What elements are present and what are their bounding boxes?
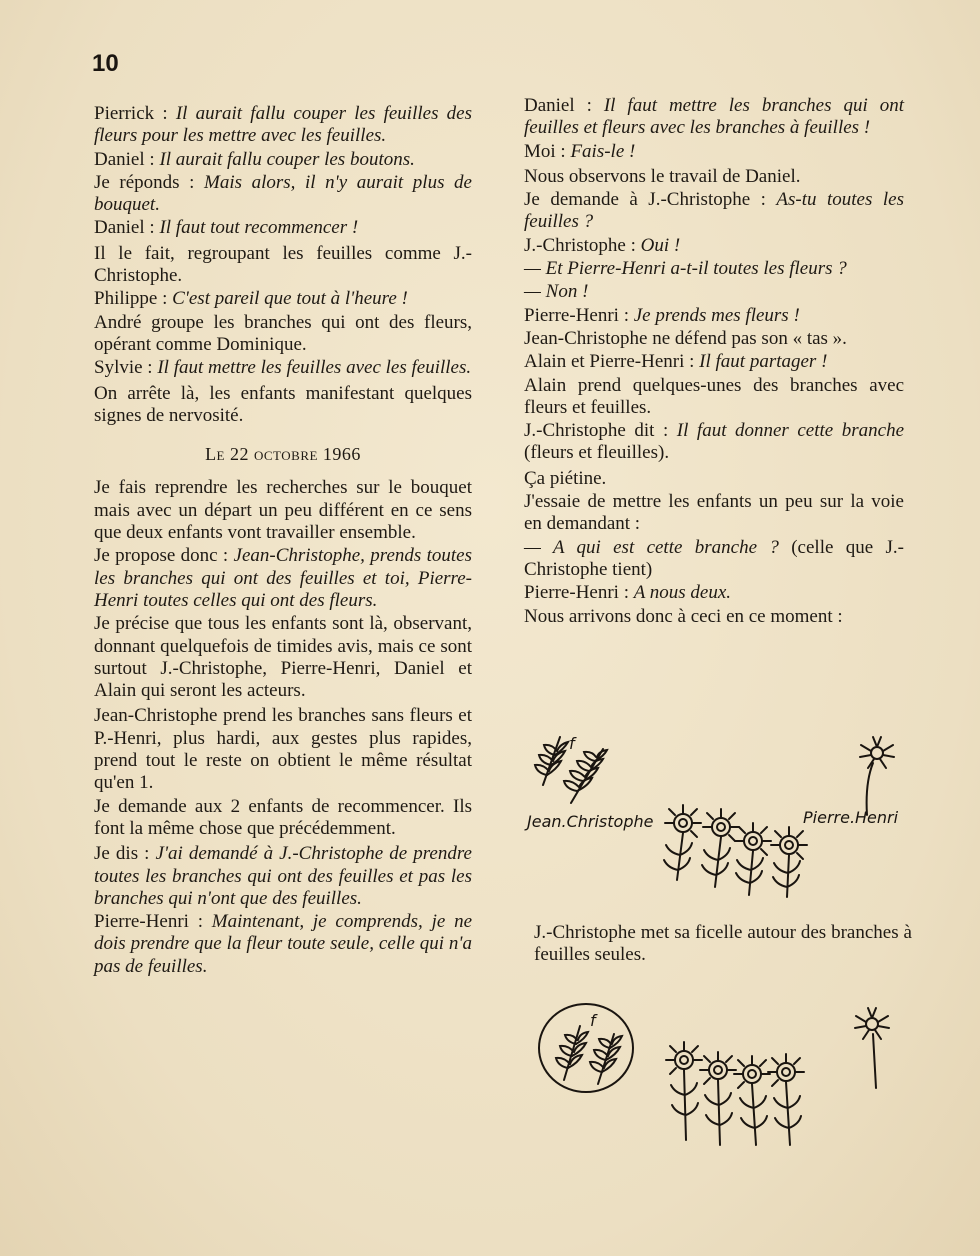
narrative-paragraph: Ça piétine. [524, 467, 607, 489]
dialogue-text: Il faut tout recommencer ! [159, 217, 359, 239]
flower-icon [860, 737, 894, 815]
leaf-branch-icon [535, 737, 568, 785]
dialogue-text: Je prends mes fleurs ! [633, 304, 800, 326]
dialogue-line [524, 95, 904, 140]
speaker-label: Pierrick : [94, 103, 176, 124]
dialogue-text: — A qui est cette branche ? [524, 536, 779, 558]
dialogue-text: A nous deux. [633, 582, 732, 604]
narrative-paragraph: André groupe les branches qui ont des fleurs, opérant comme Dominique. [94, 311, 472, 355]
dialogue-line [524, 420, 904, 465]
dialogue-line [94, 545, 472, 612]
dialogue-tail: (fleurs et fleuilles). [524, 442, 670, 464]
dialogue-text: Il faut donner cette branche [676, 420, 904, 442]
narrative-paragraph: On arrête là, les enfants manifestant quelques signes de nervosité. [94, 382, 472, 426]
speaker-label: Je dis : [94, 843, 156, 865]
drawing-caption [534, 922, 912, 967]
dialogue-tail: (celle que J.-Christophe tient) [524, 536, 904, 580]
narrative-paragraph: Alain prend quelques-unes des branches avec fleurs et feuilles. [524, 374, 904, 418]
dialogue-line: — Et Pierre-Henri a-t-il toutes les fleurs ? [524, 258, 847, 280]
narrative-paragraph: Nous arrivons donc à ceci en ce moment : [524, 605, 843, 627]
dialogue-text: Il aurait fallu couper les boutons. [159, 148, 415, 170]
dialogue-line [524, 351, 904, 373]
flower-icon [700, 1052, 736, 1145]
flower-icon [771, 827, 807, 897]
drawing-label-left: Jean.Christophe [527, 812, 654, 831]
narrative-paragraph: Je fais reprendre les recherches sur le bouquet mais avec un départ un peu différent en ce sens que deux enfants vont travailler ensemble. [94, 477, 472, 544]
dialogue-line [524, 235, 904, 257]
speaker-label: Pierre-Henri : [524, 304, 634, 326]
caption-text: J.-Christophe met sa ficelle autour des branches à feuilles seules. [534, 922, 912, 966]
bouquet-drawing-2 [536, 1000, 906, 1155]
dialogue-line [94, 843, 472, 910]
speaker-label: Alain et Pierre-Henri : [524, 351, 700, 373]
left-column [94, 103, 472, 979]
speaker-label: J.-Christophe dit : [524, 420, 677, 442]
speaker-label: Moi : [524, 140, 571, 162]
speaker-label: Je réponds : [94, 171, 205, 193]
narrative-paragraph: Je précise que tous les enfants sont là, observant, donnant quelquefois de timides avis, mais ce sont surtout J.-Christophe, Pierre-Henri, Daniel et Alain qui seront les acteurs. [94, 613, 472, 702]
dialogue-line [94, 357, 472, 379]
flower-icon [664, 805, 701, 880]
dialogue-text: Il faut mettre les branches qui ont feuilles et fleurs avec les branches à feuilles ! [524, 95, 904, 139]
leaf-branch-icon [564, 749, 607, 803]
dialogue-line [94, 911, 472, 978]
dialogue-text: As-tu toutes les feuilles ? [524, 189, 904, 233]
dialogue-line [524, 582, 904, 604]
dialogue-line [524, 189, 904, 234]
speaker-label: Sylvie : [94, 357, 158, 379]
dialogue-text: Il faut mettre les feuilles avec les feuilles. [157, 357, 472, 379]
page-number: 10 [92, 50, 119, 77]
dialogue-line: — Non ! [524, 281, 589, 303]
dialogue-text: Maintenant, je comprends, je ne dois prendre que la fleur toute seule, celle qui n'a pas de feuilles. [94, 911, 472, 977]
narrative-paragraph: Je demande aux 2 enfants de recommencer. Ils font la même chose que précédemment. [94, 795, 472, 839]
speaker-label: Daniel : [524, 95, 604, 116]
dialogue-line [94, 288, 472, 310]
speaker-label: Je demande à J.-Christophe : [524, 189, 777, 211]
dialogue-line [524, 305, 904, 327]
dialogue-text: C'est pareil que tout à l'heure ! [172, 288, 408, 310]
speaker-label: Je propose donc : [94, 545, 234, 567]
flower-icon [666, 1042, 702, 1140]
dialogue-text: Mais alors, il n'y aurait plus de bouquet. [94, 171, 472, 216]
dialogue-line [524, 141, 904, 163]
speaker-label: Pierre-Henri : [524, 582, 634, 604]
dialogue-text: Oui ! [640, 234, 681, 256]
mark-f: f [569, 734, 575, 753]
flower-icon [734, 1056, 770, 1145]
flower-icon [855, 1008, 889, 1088]
dialogue-line [94, 149, 472, 171]
speaker-label: J.-Christophe : [524, 234, 641, 256]
flower-icon [702, 809, 739, 887]
dialogue-text: J'ai demandé à J.-Christophe de prendre toutes les branches qui ont des feuilles et pas les branches qui n'ont que des feuilles. [94, 843, 472, 909]
dialogue-line [524, 537, 904, 582]
bouquet-drawing-1 [525, 715, 915, 900]
flower-icon [768, 1054, 804, 1145]
speaker-label: Philippe : [94, 288, 173, 310]
right-column [524, 95, 904, 629]
dialogue-line [94, 217, 472, 239]
narrative-paragraph: J'essaie de mettre les enfants un peu sur la voie en demandant : [524, 491, 904, 535]
dialogue-text: Jean-Christophe, prends toutes les branches qui ont des feuilles et toi, Pierre-Henri toutes celles qui ont des fleurs. [94, 545, 472, 611]
speaker-label: Pierre-Henri : [94, 911, 212, 933]
drawing-label-right: Pierre.Henri [803, 808, 899, 827]
mark-f: f [590, 1011, 596, 1030]
narrative-paragraph: Jean-Christophe prend les branches sans fleurs et P.-Henri, plus hardi, aux gestes plus rapides, prend tout le reste on obtient le même résultat qu'en 1. [94, 705, 472, 794]
dialogue-text: Il aurait fallu couper les feuilles des fleurs pour les mettre avec les feuilles. [94, 103, 472, 147]
dialogue-line [94, 172, 472, 217]
dialogue-text: Fais-le ! [570, 140, 636, 162]
date-heading: Le 22 octobre 1966 [205, 444, 361, 465]
flower-icon [735, 823, 771, 895]
dialogue-text: Il faut partager ! [699, 351, 828, 373]
dialogue-line [94, 103, 472, 148]
narrative-paragraph: Il le fait, regroupant les feuilles comme J.-Christophe. [94, 242, 472, 287]
tied-leaves-icon [539, 1004, 633, 1092]
narrative-paragraph: Nous observons le travail de Daniel. [524, 165, 801, 187]
speaker-label: Daniel : [94, 217, 160, 239]
speaker-label: Daniel : [94, 148, 160, 170]
narrative-paragraph: Jean-Christophe ne défend pas son « tas ». [524, 327, 847, 349]
